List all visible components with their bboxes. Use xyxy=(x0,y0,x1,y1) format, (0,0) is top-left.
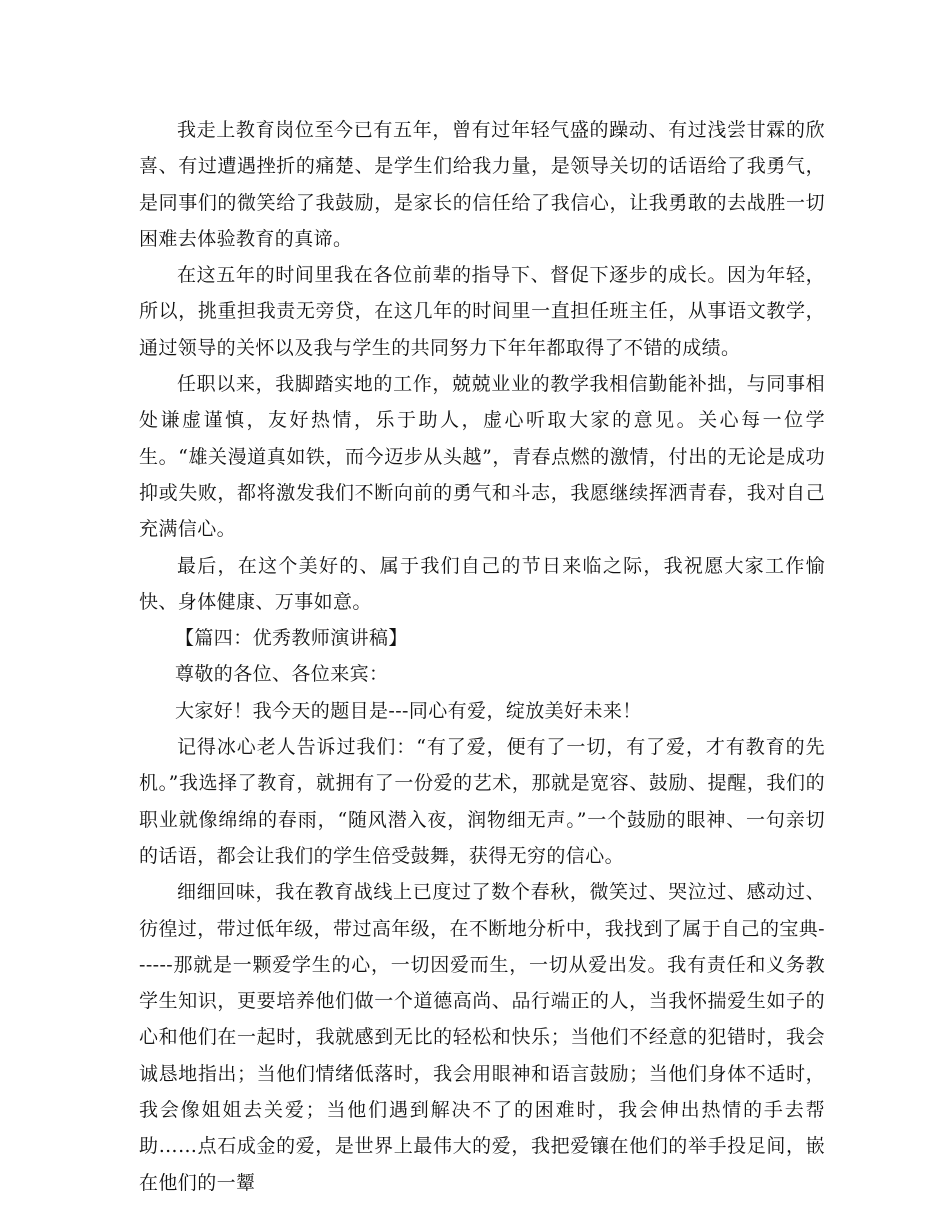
greeting: 大家好！我今天的题目是---同心有爱，绽放美好未来！ xyxy=(175,699,642,722)
paragraph-3: 任职以来，我脚踏实地的工作，兢兢业业的教学我相信勤能补拙，与同事相处谦虚谨慎，友好热情，乐于助人，虚心听取大家的意见。关心每一位学生。“雄关漫道真如铁，而今迈步从头越”，青春点燃的激情，付出的无论是成功抑或失败，都将激发我们不断向前的勇气和斗志，我愿继续挥洒青春，我对自己充满信心。 xyxy=(139,373,825,541)
speech-paragraph-2: 细细回味，我在教育战线上已度过了数个春秋，微笑过、哭泣过、感动过、彷徨过，带过低年级，带过高年级，在不断地分析中，我找到了属于自己的宝典------那就是一颗爱学生的心，一切因爱而生，一切从爱出发。我有责任和义务教学生知识，更要培养他们做一个道德高尚、品行端正的人，当我怀揣爱生如子的心和他们在一起时，我就感到无比的轻松和快乐；当他们不经意的犯错时，我会诚恳地指出；当他们情绪低落时，我会用眼神和语言鼓励；当他们身体不适时，我会像姐姐去关爱；当他们遇到解决不了的困难时，我会伸出热情的手去帮助……点石成金的爱，是世界上最伟大的爱，我把爱镶在他们的举手投足间，嵌在他们的一颦 xyxy=(139,881,825,1194)
paragraph-2: 在这五年的时间里我在各位前辈的指导下、督促下逐步的成长。因为年轻，所以，挑重担我责无旁贷，在这几年的时间里一直担任班主任，从事语文教学，通过领导的关怀以及我与学生的共同努力下年年都取得了不错的成绩。 xyxy=(139,264,825,359)
section-heading: 【篇四：优秀教师演讲稿】 xyxy=(175,627,408,650)
document-body xyxy=(139,112,825,1201)
speech-paragraph-1: 记得冰心老人告诉过我们：“有了爱，便有了一切，有了爱，才有教育的先机。”我选择了教育，就拥有了一份爱的艺术，那就是宽容、鼓励、提醒，我们的职业就像绵绵的春雨，“随风潜入夜，润物细无声。”一个鼓励的眼神、一句亲切的话语，都会让我们的学生倍受鼓舞，获得无穷的信心。 xyxy=(139,736,825,867)
salutation: 尊敬的各位、各位来宾： xyxy=(175,663,389,686)
paragraph-1: 我走上教育岗位至今已有五年，曾有过年轻气盛的躁动、有过浅尝甘霖的欣喜、有过遭遇挫折的痛楚、是学生们给我力量，是领导关切的话语给了我勇气，是同事们的微笑给了我鼓励，是家长的信任给了我信心，让我勇敢的去战胜一切困难去体验教育的真谛。 xyxy=(139,119,825,250)
paragraph-4: 最后，在这个美好的、属于我们自己的节日来临之际，我祝愿大家工作愉快、身体健康、万事如意。 xyxy=(139,554,825,613)
